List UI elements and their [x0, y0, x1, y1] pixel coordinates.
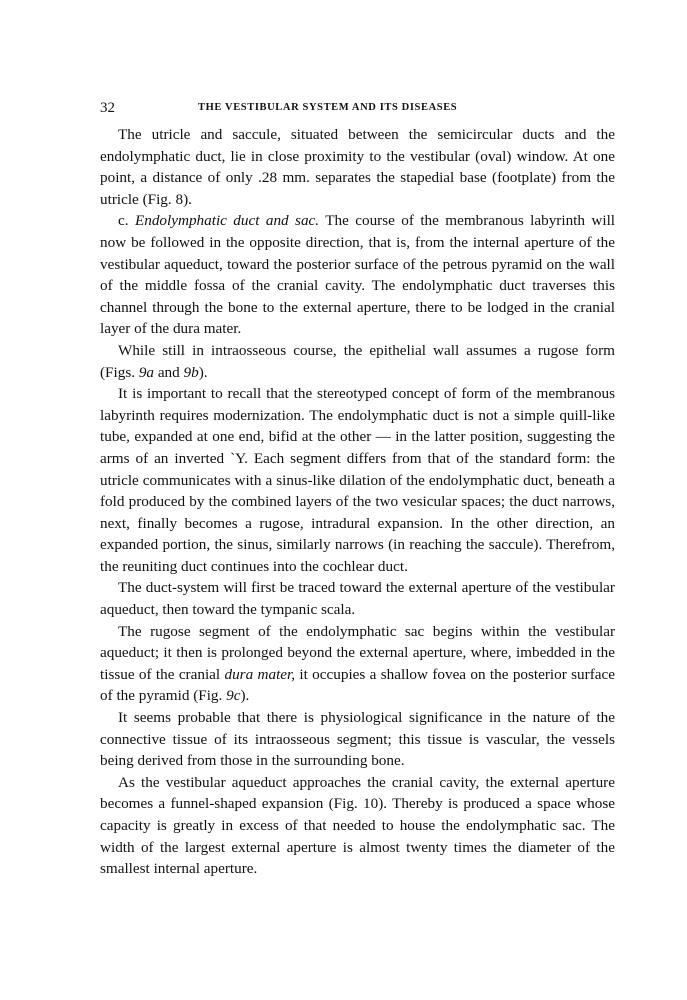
paragraph-5	[100, 577, 615, 620]
paragraph-text: it occupies a shallow fovea on the posterior surface of the pyramid (Fig.	[100, 665, 615, 705]
paragraph-text: The course of the membranous labyrinth will now be followed in the opposite direction, that is, from the internal aperture of the vestibular aqueduct, toward the posterior surface of the petrous pyramid on the wall of the middle fossa of the cranial cavity. The endolymphatic duct traverses this channel through the bone to the external aperture, there to be lodged in the cranial layer of the dura mater.	[100, 212, 616, 338]
italic-term: dura mater,	[224, 665, 296, 683]
paragraph-7	[100, 707, 615, 772]
paragraph-2	[100, 210, 615, 340]
body-text	[100, 124, 615, 880]
paragraph-text: The utricle and saccule, situated between the semicircular ducts and the endolymphatic duct, lie in close proximity to the vestibular (oval) window. At one point, a distance of only .28 mm. separates the stapedial base (footplate) from the utricle (Fig. 8).	[100, 126, 615, 208]
paragraph-text: ).	[240, 687, 250, 705]
figure-ref: 9b	[183, 363, 199, 381]
paragraph-text: It seems probable that there is physiological significance in the nature of the connective tissue of its intraosseous segment; this tissue is vascular, the vessels being derived from those in the surrounding bone.	[100, 709, 615, 770]
paragraph-text: While still in intraosseous course, the epithelial wall assumes a rugose form (Figs.	[100, 341, 615, 381]
paragraph-8	[100, 772, 615, 880]
page-header	[100, 100, 615, 122]
paragraph-4	[100, 383, 615, 577]
running-head: THE VESTIBULAR SYSTEM AND ITS DISEASES	[198, 102, 458, 113]
book-page	[100, 100, 615, 880]
paragraph-text: The rugose segment of the endolymphatic sac begins within the vestibular aqueduct; it then is prolonged beyond the external aperture, where, imbedded in the tissue of the cranial	[100, 622, 615, 683]
paragraph-text: ).	[198, 363, 208, 381]
section-prefix: c.	[118, 212, 135, 230]
section-title: Endolymphatic duct and sac.	[134, 212, 320, 230]
figure-ref: 9a	[138, 363, 155, 381]
paragraph-6	[100, 621, 615, 707]
paragraph-text: As the vestibular aqueduct approaches the cranial cavity, the external aperture becomes a funnel-shaped expansion (Fig. 10). Thereby is produced a space whose capacity is greatly in excess of that needed to house the endolymphatic sac. The width of the largest external aperture is almost twenty times the diameter of the smallest internal aperture.	[100, 773, 615, 878]
paragraph-1	[100, 124, 615, 210]
paragraph-text: The duct-system will first be traced toward the external aperture of the vestibular aqueduct, then toward the tympanic scala.	[100, 579, 615, 619]
page-number: 32	[100, 100, 115, 116]
paragraph-3	[100, 340, 615, 383]
paragraph-text: and	[154, 363, 184, 381]
figure-ref: 9c	[226, 687, 241, 705]
paragraph-text: It is important to recall that the stereotyped concept of form of the membranous labyrinth requires modernization. The endolymphatic duct is not a simple quill-like tube, expanded at one end, bifid at the other — in the latter position, suggesting the arms of an inverted `Y. Each segment differs from that of the standard form: the utricle communicates with a sinus-like dilation of the endolymphatic duct, beneath a fold produced by the combined layers of the two vesicular spaces; the duct narrows, next, finally becomes a rugose, intradural expansion. In the other direction, an expanded portion, the sinus, similarly narrows (in reaching the saccule). Therefrom, the reuniting duct continues into the cochlear duct.	[100, 385, 615, 575]
